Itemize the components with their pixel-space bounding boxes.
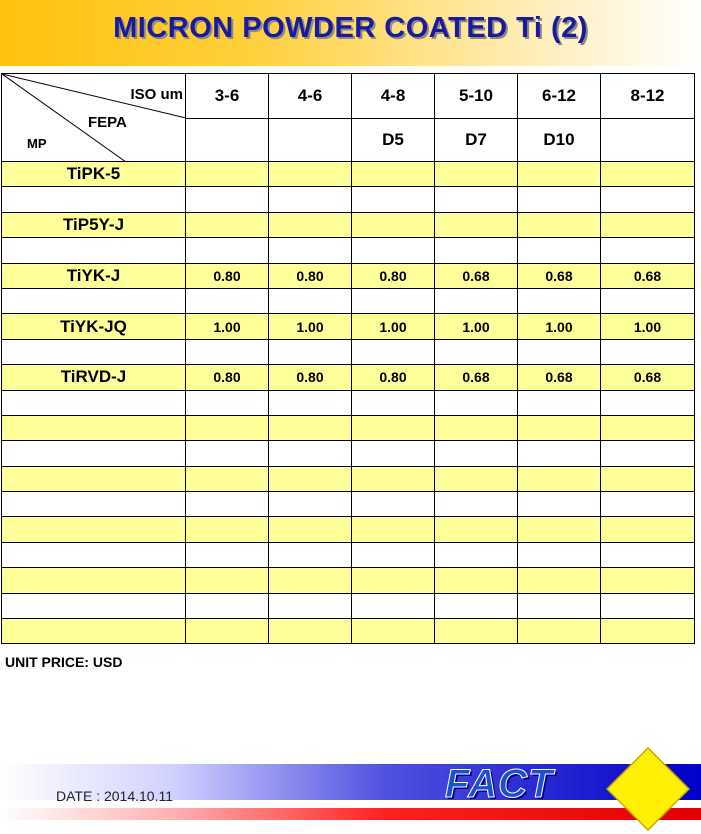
- price-cell: [601, 441, 695, 466]
- yellow-diamond-icon: [606, 747, 690, 831]
- price-cell: 0.68: [435, 365, 518, 390]
- product-name-cell: [2, 187, 186, 212]
- price-cell: [601, 568, 695, 593]
- price-cell: [186, 238, 269, 263]
- price-cell: [352, 441, 435, 466]
- product-name-cell: TiYK-JQ: [2, 314, 186, 339]
- product-name-cell: [2, 619, 186, 644]
- price-cell: [435, 212, 518, 237]
- price-cell: [435, 593, 518, 618]
- product-name-cell: [2, 238, 186, 263]
- price-cell: [518, 162, 601, 187]
- price-cell: [601, 288, 695, 313]
- iso-size-header: 8-12: [601, 74, 695, 119]
- price-cell: [518, 415, 601, 440]
- price-cell: [269, 238, 352, 263]
- table-row: [2, 212, 695, 237]
- fepa-size-header: [601, 119, 695, 162]
- iso-size-header: 4-6: [269, 74, 352, 119]
- price-cell: 0.68: [518, 263, 601, 288]
- price-cell: [518, 339, 601, 364]
- price-cell: [518, 517, 601, 542]
- iso-um-label: ISO um: [130, 86, 183, 103]
- date-label: DATE : 2014.10.11: [56, 788, 173, 804]
- table-row: [2, 542, 695, 567]
- product-name-cell: [2, 339, 186, 364]
- price-cell: 0.68: [601, 263, 695, 288]
- product-name-cell: [2, 542, 186, 567]
- price-cell: [186, 390, 269, 415]
- header-row-iso: [2, 74, 695, 119]
- price-cell: [269, 415, 352, 440]
- table-row: [2, 568, 695, 593]
- price-cell: [186, 568, 269, 593]
- price-cell: [186, 415, 269, 440]
- table-row: [2, 263, 695, 288]
- price-cell: [352, 466, 435, 491]
- price-cell: [269, 390, 352, 415]
- product-name-cell: [2, 568, 186, 593]
- product-name-cell: TiYK-J: [2, 263, 186, 288]
- price-cell: [601, 238, 695, 263]
- price-cell: [269, 212, 352, 237]
- product-name-cell: TiRVD-J: [2, 365, 186, 390]
- price-cell: 1.00: [186, 314, 269, 339]
- unit-price-note: UNIT PRICE: USD: [5, 654, 123, 670]
- price-cell: [269, 162, 352, 187]
- price-cell: [269, 568, 352, 593]
- table-row: [2, 339, 695, 364]
- table-row: [2, 517, 695, 542]
- price-cell: [352, 212, 435, 237]
- price-cell: [435, 162, 518, 187]
- fact-logo: FACT: [445, 762, 554, 806]
- price-cell: [601, 492, 695, 517]
- price-cell: [518, 466, 601, 491]
- footer-red-band: [0, 808, 701, 820]
- table-row: [2, 415, 695, 440]
- product-name-cell: [2, 441, 186, 466]
- table-row: [2, 162, 695, 187]
- price-cell: [352, 288, 435, 313]
- price-cell: [186, 339, 269, 364]
- price-cell: [518, 288, 601, 313]
- price-cell: [186, 162, 269, 187]
- price-cell: [352, 619, 435, 644]
- price-cell: [352, 187, 435, 212]
- fepa-size-header: D7: [435, 119, 518, 162]
- price-cell: [601, 619, 695, 644]
- fepa-label: FEPA: [88, 114, 127, 131]
- price-cell: [269, 187, 352, 212]
- table-row: [2, 187, 695, 212]
- price-cell: [186, 619, 269, 644]
- price-cell: 0.68: [518, 365, 601, 390]
- price-cell: [352, 593, 435, 618]
- price-cell: [269, 339, 352, 364]
- price-cell: [518, 441, 601, 466]
- table-row: [2, 314, 695, 339]
- price-cell: [352, 415, 435, 440]
- price-cell: [435, 390, 518, 415]
- page-title: MICRON POWDER COATED Ti (2): [113, 12, 588, 44]
- price-cell: 1.00: [601, 314, 695, 339]
- price-cell: [352, 238, 435, 263]
- product-name-cell: [2, 492, 186, 517]
- fepa-size-header: [186, 119, 269, 162]
- table-row: [2, 492, 695, 517]
- price-cell: [352, 542, 435, 567]
- price-cell: 0.80: [186, 263, 269, 288]
- price-cell: [186, 492, 269, 517]
- price-cell: [269, 517, 352, 542]
- price-cell: [518, 187, 601, 212]
- price-cell: 0.68: [435, 263, 518, 288]
- mp-label: MP: [27, 136, 47, 151]
- price-cell: [601, 187, 695, 212]
- iso-size-header: 3-6: [186, 74, 269, 119]
- price-cell: [518, 238, 601, 263]
- table-row: [2, 593, 695, 618]
- product-name-cell: [2, 466, 186, 491]
- price-cell: [601, 542, 695, 567]
- price-cell: [186, 212, 269, 237]
- fepa-size-header: [269, 119, 352, 162]
- price-cell: [518, 492, 601, 517]
- price-cell: 0.80: [352, 263, 435, 288]
- price-cell: [435, 187, 518, 212]
- price-cell: [518, 542, 601, 567]
- table-row: [2, 619, 695, 644]
- price-cell: [186, 187, 269, 212]
- price-cell: 1.00: [352, 314, 435, 339]
- price-cell: [601, 517, 695, 542]
- price-cell: [435, 619, 518, 644]
- price-cell: [269, 288, 352, 313]
- price-cell: [435, 542, 518, 567]
- price-cell: [352, 568, 435, 593]
- price-cell: [601, 339, 695, 364]
- price-cell: 0.68: [601, 365, 695, 390]
- table-row: [2, 390, 695, 415]
- price-cell: [269, 542, 352, 567]
- price-cell: [435, 517, 518, 542]
- price-cell: 0.80: [269, 263, 352, 288]
- price-cell: [435, 415, 518, 440]
- price-cell: [435, 466, 518, 491]
- price-cell: [435, 568, 518, 593]
- table-row: [2, 238, 695, 263]
- product-name-cell: [2, 288, 186, 313]
- fepa-size-header: D10: [518, 119, 601, 162]
- price-cell: [518, 619, 601, 644]
- table-row: [2, 466, 695, 491]
- table-row: [2, 365, 695, 390]
- table-row: [2, 288, 695, 313]
- price-cell: [601, 212, 695, 237]
- price-cell: [601, 593, 695, 618]
- product-name-cell: TiP5Y-J: [2, 212, 186, 237]
- price-cell: [352, 339, 435, 364]
- price-cell: [435, 492, 518, 517]
- product-name-cell: [2, 390, 186, 415]
- price-cell: [269, 466, 352, 491]
- price-cell: [435, 339, 518, 364]
- price-cell: [435, 238, 518, 263]
- iso-size-header: 5-10: [435, 74, 518, 119]
- price-cell: 0.80: [352, 365, 435, 390]
- price-cell: [186, 517, 269, 542]
- price-cell: [186, 441, 269, 466]
- price-cell: [269, 441, 352, 466]
- price-cell: [269, 619, 352, 644]
- table-row: [2, 441, 695, 466]
- price-cell: [269, 593, 352, 618]
- price-cell: [186, 542, 269, 567]
- price-cell: [518, 568, 601, 593]
- iso-size-header: 6-12: [518, 74, 601, 119]
- product-name-cell: TiPK-5: [2, 162, 186, 187]
- price-cell: [518, 212, 601, 237]
- price-cell: [269, 492, 352, 517]
- price-cell: [352, 492, 435, 517]
- price-cell: [518, 390, 601, 415]
- price-cell: [352, 517, 435, 542]
- price-cell: [601, 162, 695, 187]
- price-cell: [186, 288, 269, 313]
- price-cell: [435, 288, 518, 313]
- iso-size-header: 4-8: [352, 74, 435, 119]
- price-cell: [435, 441, 518, 466]
- price-cell: [518, 593, 601, 618]
- price-table: [1, 73, 695, 644]
- price-cell: 1.00: [518, 314, 601, 339]
- price-cell: [601, 415, 695, 440]
- price-cell: [186, 593, 269, 618]
- price-cell: [352, 162, 435, 187]
- price-cell: 1.00: [269, 314, 352, 339]
- price-cell: 1.00: [435, 314, 518, 339]
- product-name-cell: [2, 517, 186, 542]
- price-cell: 0.80: [269, 365, 352, 390]
- fepa-size-header: D5: [352, 119, 435, 162]
- product-name-cell: [2, 593, 186, 618]
- price-cell: 0.80: [186, 365, 269, 390]
- product-name-cell: [2, 415, 186, 440]
- price-cell: [352, 390, 435, 415]
- price-cell: [601, 466, 695, 491]
- price-cell: [186, 466, 269, 491]
- price-cell: [601, 390, 695, 415]
- corner-header-cell: [2, 74, 186, 162]
